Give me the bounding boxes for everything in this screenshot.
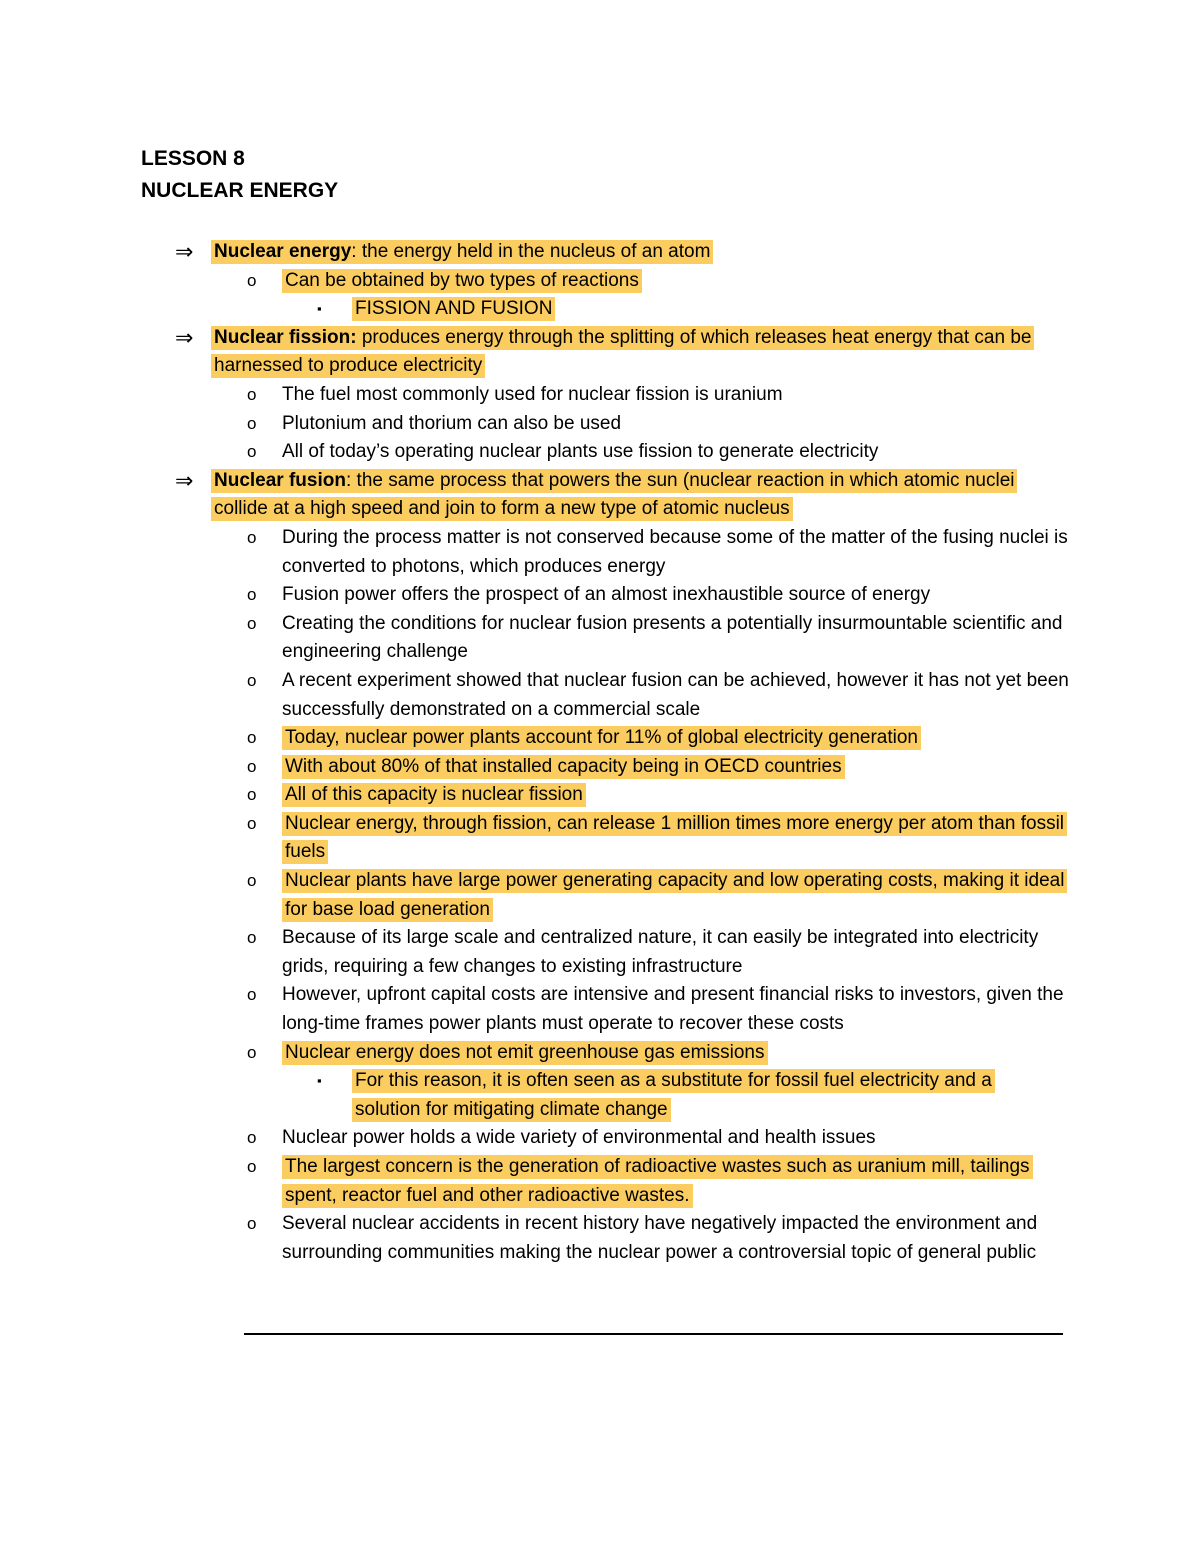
definition-text: Today, nuclear power plants account for 11% of global electricity generation <box>285 727 918 749</box>
list-item-text <box>282 1039 1072 1068</box>
list-item-text <box>282 981 1072 1038</box>
definition-text: Plutonium and thorium can also be used <box>282 412 622 434</box>
plain-text <box>282 413 621 434</box>
plain-text <box>282 584 930 605</box>
list-item <box>0 438 1200 467</box>
plain-text <box>282 670 1069 720</box>
list-item <box>0 981 1200 1038</box>
definition-text: Creating the conditions for nuclear fusion presents a potentially insurmountable scientific and engineering challenge <box>282 612 1063 663</box>
highlighted-text <box>211 240 713 264</box>
highlighted-text <box>282 783 586 807</box>
highlighted-text <box>282 269 642 293</box>
highlighted-text <box>211 326 1034 379</box>
list-item <box>0 381 1200 410</box>
highlighted-text <box>282 1155 1033 1208</box>
circle-bullet-icon: o <box>247 384 257 404</box>
list-item-text <box>282 381 1072 410</box>
circle-bullet-icon: o <box>247 585 257 605</box>
list-item-text <box>282 724 1072 753</box>
list-item <box>0 810 1200 867</box>
circle-bullet-icon: o <box>247 1157 257 1176</box>
list-item-text <box>282 667 1072 724</box>
definition-text: : the energy held in the nucleus of an atom <box>351 241 711 262</box>
plain-text <box>282 927 1038 977</box>
definition-text: Can be obtained by two types of reactions <box>285 269 639 291</box>
list-item <box>0 267 1200 296</box>
definition-text: Nuclear energy, through fission, can release 1 million times more energy per atom than fossil fuels <box>285 812 1065 863</box>
list-item-text <box>282 781 1072 810</box>
circle-bullet-icon: o <box>247 270 257 290</box>
circle-bullet-icon: o <box>247 813 257 833</box>
list-item <box>0 295 1200 324</box>
highlighted-text <box>282 1041 768 1065</box>
circle-bullet-icon: o <box>247 756 257 776</box>
circle-bullet-icon: o <box>247 785 257 805</box>
term-label: Nuclear energy <box>214 241 352 262</box>
list-item-text <box>282 1124 1072 1153</box>
highlighted-text <box>352 297 555 321</box>
list-item-text <box>282 438 1072 467</box>
list-item <box>0 753 1200 782</box>
plain-text <box>282 613 1063 663</box>
plain-text <box>282 384 783 405</box>
definition-text: All of today’s operating nuclear plants use fission to generate electricity <box>282 441 879 463</box>
arrow-bullet-icon: ⇒ <box>175 239 194 264</box>
list-item-text <box>282 524 1072 581</box>
definition-text: All of this capacity is nuclear fission <box>285 784 583 806</box>
list-item <box>0 867 1200 924</box>
circle-bullet-icon: o <box>247 613 257 633</box>
circle-bullet-icon: o <box>247 413 257 433</box>
definition-text: The fuel most commonly used for nuclear fission is uranium <box>282 383 783 405</box>
term-label: Nuclear fusion <box>214 469 346 491</box>
list-item-text <box>211 324 1071 381</box>
list-item-text <box>211 467 1071 524</box>
list-item <box>0 524 1200 581</box>
highlighted-text <box>282 869 1067 922</box>
square-bullet-icon: ▪ <box>317 1073 322 1089</box>
list-item-text <box>282 867 1072 924</box>
circle-bullet-icon: o <box>247 1214 257 1234</box>
list-item-text <box>282 410 1072 439</box>
list-item <box>0 1210 1200 1267</box>
plain-text <box>282 441 878 462</box>
list-item-text <box>282 1210 1072 1267</box>
plain-text <box>282 1127 876 1148</box>
circle-bullet-icon: o <box>247 1128 257 1148</box>
definition-text: Fusion power offers the prospect of an almost inexhaustible source of energy <box>282 584 931 606</box>
circle-bullet-icon: o <box>247 1042 257 1062</box>
definition-text: With about 80% of that installed capacity being in OECD countries <box>285 755 842 777</box>
highlighted-text <box>352 1069 995 1122</box>
circle-bullet-icon: o <box>247 670 257 690</box>
term-label: Nuclear fission: <box>214 326 357 348</box>
definition-text: Nuclear plants have large power generating capacity and low operating costs, making it ideal for base load generation <box>285 870 1065 920</box>
definition-text: Nuclear energy does not emit greenhouse gas emissions <box>285 1041 765 1063</box>
definition-text: Nuclear power holds a wide variety of environmental and health issues <box>282 1127 876 1149</box>
plain-text <box>282 527 1068 577</box>
list-item <box>0 667 1200 724</box>
list-item <box>0 924 1200 981</box>
list-item-text <box>352 1067 1042 1124</box>
list-item <box>0 781 1200 810</box>
arrow-bullet-icon: ⇒ <box>175 324 194 350</box>
plain-text <box>282 984 1064 1034</box>
definition-text: During the process matter is not conserved because some of the matter of the fusing nuclei is converted to photons, which produces energy <box>282 526 1068 577</box>
list-item-text <box>282 610 1072 667</box>
list-item <box>0 1153 1200 1210</box>
circle-bullet-icon: o <box>247 728 257 748</box>
list-item <box>0 238 1200 267</box>
square-bullet-icon: ▪ <box>317 301 322 317</box>
highlighted-text <box>282 726 921 750</box>
list-item-text <box>282 924 1072 981</box>
circle-bullet-icon: o <box>247 871 257 891</box>
list-item-text <box>282 267 1072 296</box>
list-item-text <box>211 238 1071 267</box>
list-item-text <box>282 810 1072 867</box>
list-item-text <box>282 581 1072 610</box>
notes-list <box>0 238 1200 1267</box>
list-item-text <box>282 753 1072 782</box>
circle-bullet-icon: o <box>247 527 257 547</box>
list-item <box>0 410 1200 439</box>
lesson-number: LESSON 8 <box>141 147 245 170</box>
highlighted-text <box>282 812 1067 865</box>
definition-text: Several nuclear accidents in recent history have negatively impacted the environment and surrounding communities making the nuclear power a controversial topic of general public <box>282 1213 1038 1263</box>
list-item-text <box>282 1153 1072 1210</box>
highlighted-text <box>282 755 845 779</box>
definition-text: FISSION AND FUSION <box>355 298 553 320</box>
list-item <box>0 1039 1200 1068</box>
arrow-bullet-icon: ⇒ <box>175 467 194 493</box>
highlighted-text <box>211 469 1017 522</box>
definition-text: However, upfront capital costs are intensive and present financial risks to investors, given the long-time frames power plants must operate to recover these costs <box>282 984 1064 1035</box>
list-item <box>0 610 1200 667</box>
circle-bullet-icon: o <box>247 442 257 462</box>
definition-text: : the same process that powers the sun (nuclear reaction in which atomic nuclei collide at a high speed and join to form a new type of atomic nucleus <box>214 469 1015 520</box>
definition-text: produces energy through the splitting of which releases heat energy that can be harnessed to produce electricity <box>214 326 1032 377</box>
horizontal-rule <box>244 1333 1063 1335</box>
definition-text: The largest concern is the generation of radioactive wastes such as uranium mill, tailings spent, reactor fuel and other radioactive wastes. <box>285 1156 1030 1206</box>
list-item <box>0 581 1200 610</box>
list-item <box>0 467 1200 524</box>
definition-text: Because of its large scale and centralized nature, it can easily be integrated into electricity grids, requiring a few changes to existing infrastructure <box>282 927 1039 977</box>
list-item-text <box>352 295 1042 324</box>
circle-bullet-icon: o <box>247 928 257 948</box>
circle-bullet-icon: o <box>247 985 257 1005</box>
list-item <box>0 1124 1200 1153</box>
lesson-title: NUCLEAR ENERGY <box>141 179 339 202</box>
list-item <box>0 724 1200 753</box>
plain-text <box>282 1213 1037 1263</box>
definition-text: A recent experiment showed that nuclear fusion can be achieved, however it has not yet been successfully demonstrated on a commercial scale <box>282 669 1069 720</box>
list-item <box>0 1067 1200 1124</box>
definition-text: For this reason, it is often seen as a substitute for fossil fuel electricity and a solution for mitigating climate change <box>355 1070 992 1120</box>
list-item <box>0 324 1200 381</box>
